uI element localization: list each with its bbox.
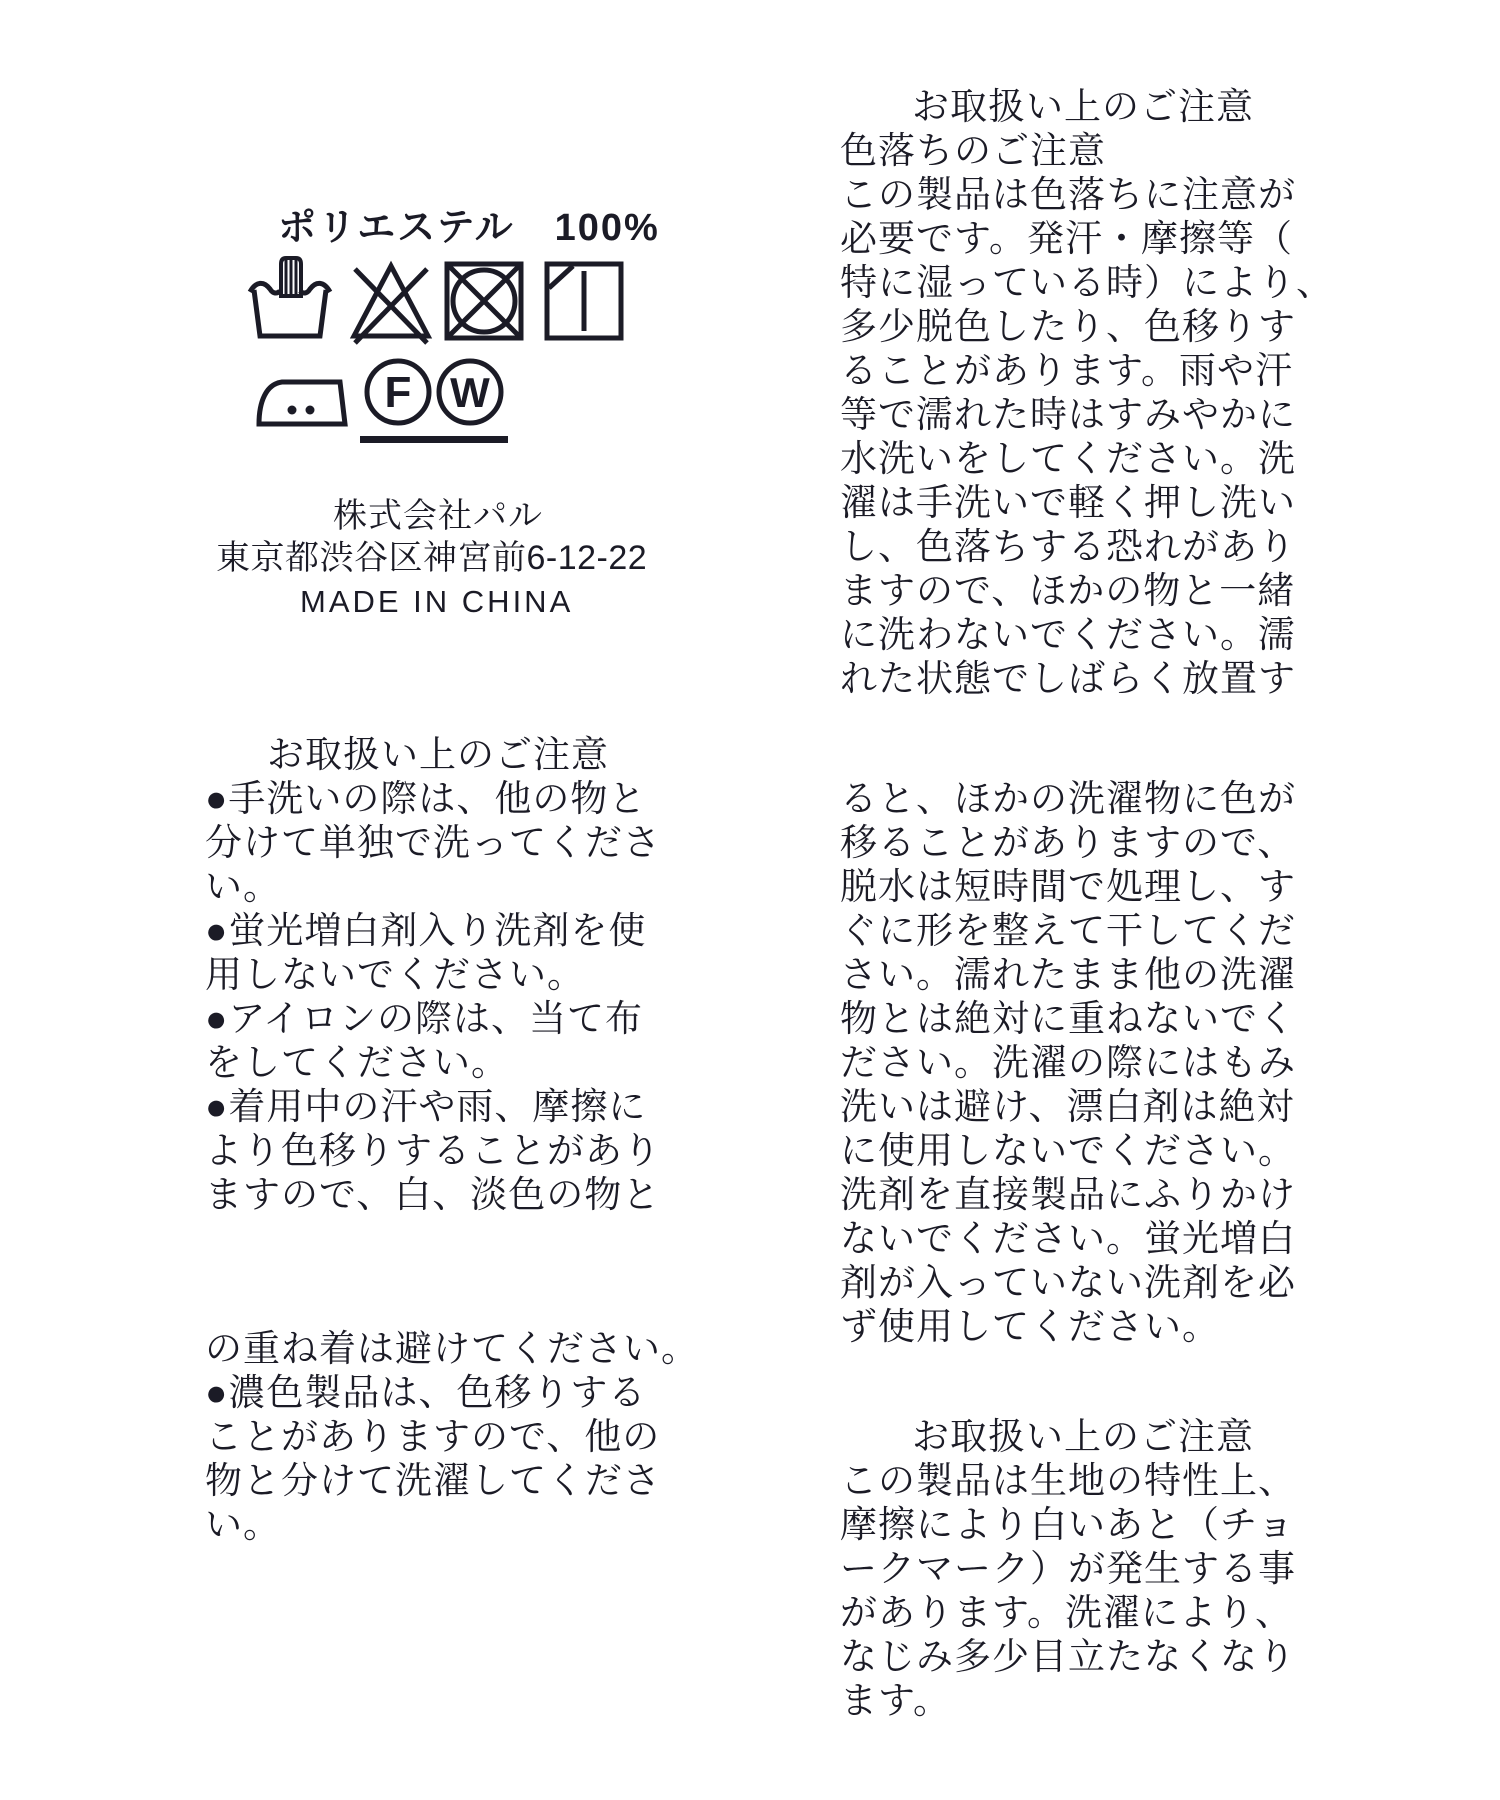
care-heading: お取扱い上のご注意 [912,86,1254,127]
text-line: をしてください。 [205,1042,509,1083]
care-text-lines [840,129,1334,701]
text-line: 洗剤を直接製品にふりかけ [840,1174,1296,1215]
text-line: ークマーク）が発生する事 [840,1548,1296,1589]
text-line: ●着用中の汗や雨、摩擦に [205,1086,647,1127]
company-name: 株式会社パル [333,497,543,535]
text-line: い。 [205,866,281,907]
care-text-lines [205,1327,699,1547]
text-line: さい。濡れたまま他の洗濯 [840,954,1296,995]
text-line: ますので、ほかの物と一緒 [840,570,1296,611]
care-text-lines [840,777,1296,1349]
text-line: に洗わないでください。濡 [840,614,1296,655]
text-line: 脱水は短時間で処理し、す [840,866,1296,907]
care-text-lines [840,1459,1296,1723]
text-line: し、色落ちする恐れがあり [840,526,1296,567]
text-line: ●アイロンの際は、当て布 [205,998,644,1039]
text-line: 剤が入っていない洗剤を必 [840,1262,1296,1303]
left-care-block-1 [205,733,661,1217]
text-line: ず使用してください。 [840,1306,1220,1347]
text-line: 物と分けて洗濯してくださ [205,1460,661,1501]
right-care-block-2 [840,777,1296,1349]
text-line: 移ることがありますので、 [840,822,1296,863]
text-line: ると、ほかの洗濯物に色が [840,778,1296,819]
country-of-origin: MADE IN CHINA [300,584,574,619]
right-care-block-1 [840,85,1334,701]
text-line: なじみ多少目立たなくなり [840,1636,1296,1677]
text-line: 必要です。発汗・摩擦等（ [840,218,1294,259]
text-line: ●蛍光増白剤入り洗剤を使 [205,910,647,951]
text-line: 洗いは避け、漂白剤は絶対 [840,1086,1295,1127]
line-dry-in-shade-icon [541,256,627,346]
text-line: 特に湿っている時）により、 [840,262,1334,303]
care-heading: お取扱い上のご注意 [912,1416,1254,1457]
svg-text:W: W [450,369,490,416]
text-line: 用しないでください。 [205,954,585,995]
right-care-block-3 [840,1415,1296,1723]
iron-medium-heat-icon [252,352,348,442]
text-line: 水洗いをしてください。洗 [840,438,1296,479]
text-line: 分けて単独で洗ってくださ [205,822,661,863]
text-line: ●手洗いの際は、他の物と [205,778,647,819]
left-care-block-2 [205,1327,699,1547]
text-line: ることがあります。雨や汗 [840,350,1294,391]
text-line: ないでください。蛍光増白 [840,1218,1296,1259]
dry-clean-petroleum-gentle-icon [358,352,438,446]
do-not-tumble-dry-icon [441,256,527,346]
text-line: ぐに形を整えて干してくだ [840,910,1296,951]
company-address: 東京都渋谷区神宮前6-12-22 [216,539,648,577]
text-line: 色落ちのご注意 [840,130,1106,171]
text-line: ●濃色製品は、色移りする [205,1372,647,1413]
text-line: 多少脱色したり、色移りす [840,306,1296,347]
text-line: この製品は生地の特性上、 [840,1460,1296,1501]
text-line: ことがありますので、他の [205,1416,661,1457]
text-line: 摩擦により白いあと（チョ [840,1504,1295,1545]
text-line: の重ね着は避けてください。 [205,1328,699,1369]
care-text-lines [205,777,661,1217]
text-line: この製品は色落ちに注意が [840,174,1296,215]
text-line: より色移りすることがあり [205,1130,661,1171]
text-line: ださい。洗濯の際にはもみ [840,1042,1296,1083]
text-line: 物とは絶対に重ねないでく [840,998,1296,1039]
svg-text:F: F [384,368,412,417]
wet-clean-gentle-icon [430,352,510,446]
text-line: ますので、白、淡色の物と [205,1174,661,1215]
text-line: に使用しないでください。 [840,1130,1296,1171]
care-heading: お取扱い上のご注意 [267,734,609,775]
do-not-bleach-icon [348,256,434,346]
text-line: があります。洗濯により、 [840,1592,1294,1633]
fabric-composition: ポリエステル 100% [278,207,660,249]
text-line: 濯は手洗いで軽く押し洗い [840,482,1296,523]
text-line: ます。 [840,1680,952,1721]
text-line: い。 [205,1504,281,1545]
text-line: れた状態でしばらく放置す [840,658,1296,699]
text-line: 等で濡れた時はすみやかに [840,394,1296,435]
hand-wash-icon [244,252,336,346]
